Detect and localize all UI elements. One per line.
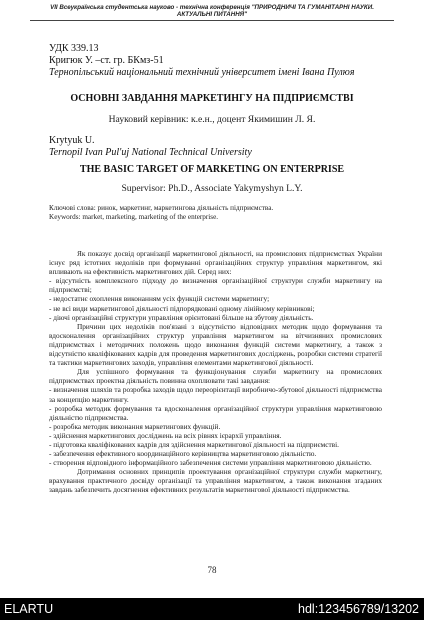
list-item-task: - здійснення маркетингових досліджень на всіх рівнях ієрархії управління. — [49, 430, 282, 440]
list-item-drawback: - не всі види маркетингової діяльності підпорядковані одному лінійному керівникові; — [49, 303, 315, 313]
title-ua: ОСНОВНІ ЗАВДАННЯ МАРКЕТИНГУ НА ПІДПРИЄМСТВІ — [70, 93, 354, 104]
list-item-drawback: - недостатнє охоплення виконанням усіх функцій системи маркетингу; — [49, 294, 270, 304]
conference-header-line1: VII Всеукраїнська студентська науково - технічна конференція "ПРИРОДНИЧІ ТА ГУМАНІТАРНІ НАУКИ. — [50, 4, 374, 11]
article-body — [49, 249, 382, 495]
list-item-drawback: - діючі організаційні структури управління орієнтовані більше на збутову діяльність. — [49, 312, 314, 322]
author-ua: Кригюк У. –ст. гр. БКмз-51 — [49, 55, 164, 66]
conference-header — [30, 4, 394, 18]
affiliation-en: Ternopil Ivan Pul'uj National Technical University — [49, 147, 252, 158]
list-item-task: - розробка методик виконання маркетингових функцій. — [49, 421, 221, 431]
list-item-task: - забезпечення ефективного координаційного керівництва маркетинговою діяльністю. — [49, 449, 317, 459]
page-number: 78 — [207, 565, 217, 575]
conference-header-line2: АКТУАЛЬНІ ПИТАННЯ" — [176, 11, 248, 18]
repository-footer — [0, 598, 424, 620]
paragraph-causes: Причини цих недоліків пов'язані з відсутністю відповідних методик щодо формування та вдосконалення організаційних структур управління маркетингом на вітчизняних промислових підприємствах і методичних положень щодо виконання функцій системи маркетингу, а також з відсутністю кваліфікованих кадрів для проведення маркетингових досліджень, розробки системи стратегії та тактики маркетингових заходів, управління елементами маркетингової діяльності. — [49, 321, 382, 368]
list-item-task: - визначення шляхів та розробка заходів щодо переорієнтації виробничо-збутової діяльності підприємства за концепцію маркетингу. — [49, 385, 382, 404]
paragraph-tasks-intro: Для успішного формування та функціонування служби маркетингу на промислових підприємствах проектна діяльність повинна охоплювати такі завдання: — [49, 367, 382, 386]
list-item-task: - розробка методик формування та вдосконалення організаційної структури управління маркетинговою діяльністю підприємства. — [49, 403, 382, 422]
list-item-drawback: - відсутність комплексного підходу до визначення організаційної структури служби маркетингу на підприємстві; — [49, 276, 382, 295]
list-item-task: - створення відповідного інформаційного забезпечення системи управління маркетинговою діяльністю. — [49, 458, 372, 468]
paragraph-intro: Як показує досвід організації маркетингової діяльності, на промислових підприємствах України існує ряд істотних недоліків при формуванні організаційних структур управління маркетингом, які впливають на ефективність маркетингових дій. Серед них: — [49, 249, 382, 277]
paragraph-conclusion: Дотримання основних принципів проектування організаційної структури служби маркетингу, врахування практичного досвіду організації та управління маркетингом, а також виконання згаданих завдань забезпечить досягнення ефективних результатів маркетингової діяльності підприємства. — [49, 467, 382, 495]
header-divider — [30, 20, 394, 21]
keywords-ua: Ключові слова: ринок, маркетинг, маркетингова діяльність підприємства. — [49, 204, 274, 212]
author-en: Krytyuk U. — [49, 135, 95, 146]
affiliation-ua: Тернопільський національний технічний університет імені Івана Пулюя — [49, 67, 355, 78]
keywords-en: Keywords: market, marketing, marketing of the enterprise. — [49, 213, 219, 221]
list-item-task: - підготовка кваліфікованих кадрів для здійснення маркетингової діяльності на підприємстві. — [49, 439, 339, 449]
supervisor-en: Supervisor: Ph.D., Associate Yakymyshyn L.Y. — [121, 183, 303, 194]
handle-link[interactable]: hdl:123456789/13202 — [298, 602, 419, 616]
supervisor-ua: Науковий керівник: к.е.н., доцент Якимишин Л. Я. — [108, 114, 316, 125]
udk-code: УДК 339.13 — [49, 43, 99, 54]
title-en: THE BASIC TARGET OF MARKETING ON ENTERPRISE — [79, 164, 345, 175]
repository-name: ELARTU — [4, 602, 54, 616]
